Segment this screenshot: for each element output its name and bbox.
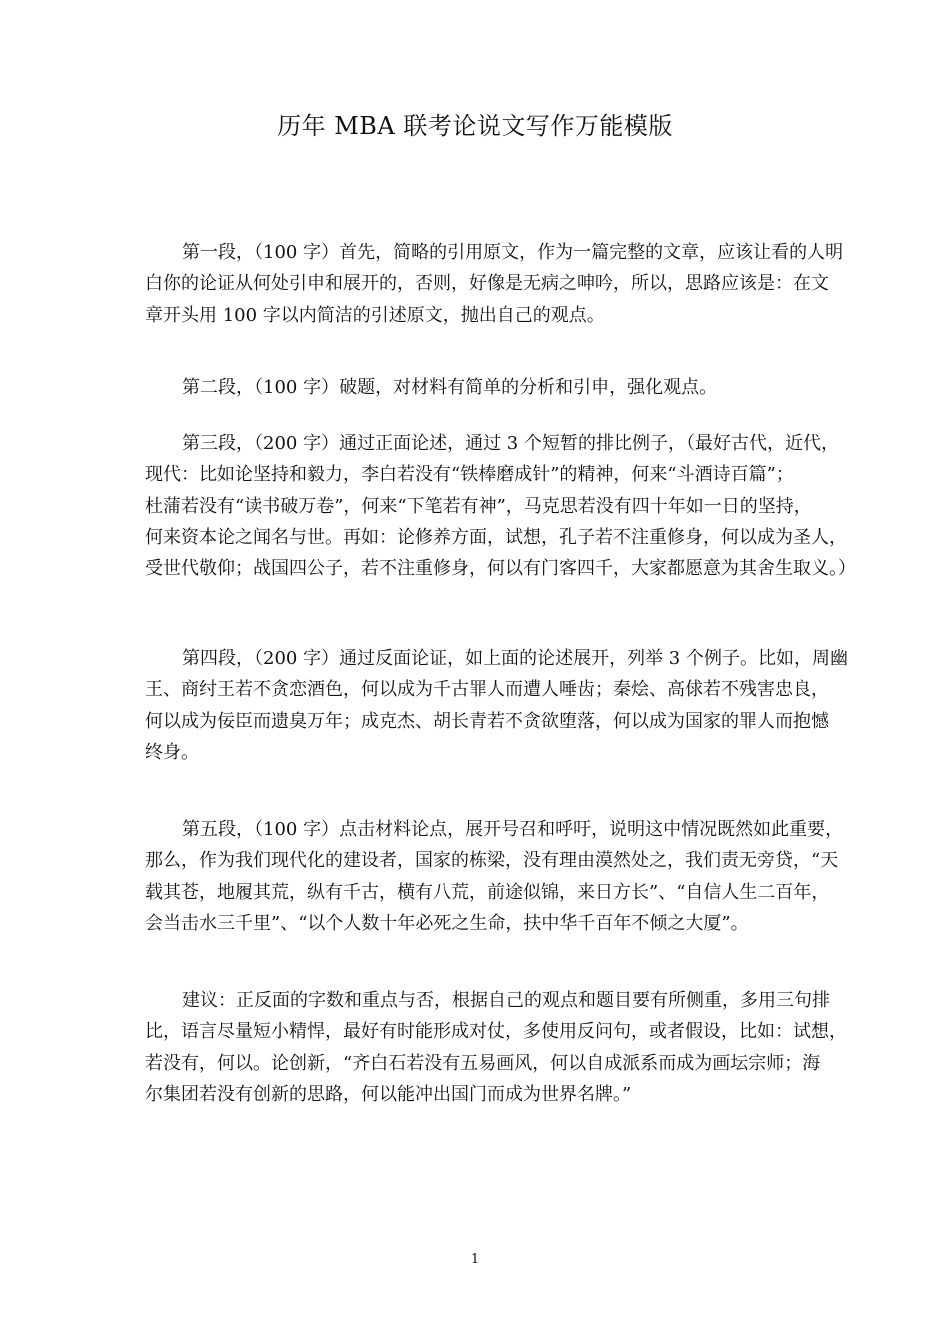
paragraph-line: 受世代敬仰；战国四公子，若不注重修身，何以有门客四千，大家都愿意为其舍生取义。） <box>145 558 856 580</box>
page-number: 1 <box>470 1252 480 1267</box>
paragraph-line: 王、商纣王若不贪恋酒色，何以成为千古罪人而遭人唾齿；秦烩、高俅若不残害忠良， <box>145 679 829 701</box>
paragraph-3 <box>145 428 885 584</box>
paragraph-line: 章开头用 100 字以内简洁的引述原文，抛出自己的观点。 <box>145 304 605 326</box>
paragraph-5 <box>145 814 885 939</box>
paragraph-line: 第三段，（200 字）通过正面论述，通过 3 个短暂的排比例子，（最好古代，近代， <box>182 433 839 454</box>
document-title: 历年 MBA 联考论说文写作万能模版 <box>277 112 673 140</box>
paragraph-1 <box>145 237 885 331</box>
paragraph-line: 何以成为佞臣而遗臭万年；成克杰、胡长青若不贪欲堕落，何以成为国家的罪人而抱憾 <box>145 710 829 732</box>
paragraph-line: 杜蒲若没有“读书破万卷”，何来“下笔若有神”，马克思若没有四十年如一日的坚持， <box>145 495 812 517</box>
paragraph-line: 第四段，（200 字）通过反面论证，如上面的论述展开，列举 3 个例子。比如，周幽 <box>182 648 848 669</box>
paragraph-line: 会当击水三千里”、“以个人数十年必死之生命，扶中华千百年不倾之大厦”。 <box>145 912 749 934</box>
paragraph-line: 那么，作为我们现代化的建设者，国家的栋梁，没有理由漠然处之，我们责无旁贷，“天 <box>145 850 839 872</box>
paragraph-2 <box>145 372 885 403</box>
paragraph-line: 第五段，（100 字）点击材料论点，展开号召和呼吁，说明这中情况既然如此重要， <box>182 819 844 840</box>
paragraph-line: 建议：正反面的字数和重点与否，根据自己的观点和题目要有所侧重，多用三句排 <box>182 990 830 1011</box>
paragraph-line: 第二段，（100 字）破题，对材料有简单的分析和引申，强化观点。 <box>182 377 718 398</box>
paragraph-line: 尔集团若没有创新的思路，何以能冲出国门而成为世界名牌。” <box>145 1083 632 1105</box>
paragraph-line: 第一段，（100 字）首先，简略的引用原文，作为一篇完整的文章，应该让看的人明 <box>182 242 844 263</box>
paragraph-line: 比，语言尽量短小精悍，最好有时能形成对仗，多使用反问句，或者假设，比如：试想， <box>145 1021 847 1043</box>
paragraph-line: 白你的论证从何处引申和展开的，否则，好像是无病之呻吟，所以，思路应该是：在文 <box>145 273 829 295</box>
paragraph-line: 载其苍，地履其荒，纵有千古，横有八荒，前途似锦，来日方长”、“自信人生二百年， <box>145 881 830 903</box>
paragraph-line: 终身。 <box>145 741 199 763</box>
paragraph-line: 现代：比如论坚持和毅力，李白若没有“铁棒磨成针”的精神，何来“斗酒诗百篇”； <box>145 464 794 486</box>
paragraph-line: 若没有，何以。论创新，“齐白石若没有五易画风，何以自成派系而成为画坛宗师；海 <box>145 1052 821 1074</box>
paragraph-6 <box>145 985 885 1110</box>
paragraph-4 <box>145 643 885 768</box>
paragraph-line: 何来资本论之闻名与世。再如：论修养方面，试想，孔子若不注重修身，何以成为圣人， <box>145 526 847 548</box>
